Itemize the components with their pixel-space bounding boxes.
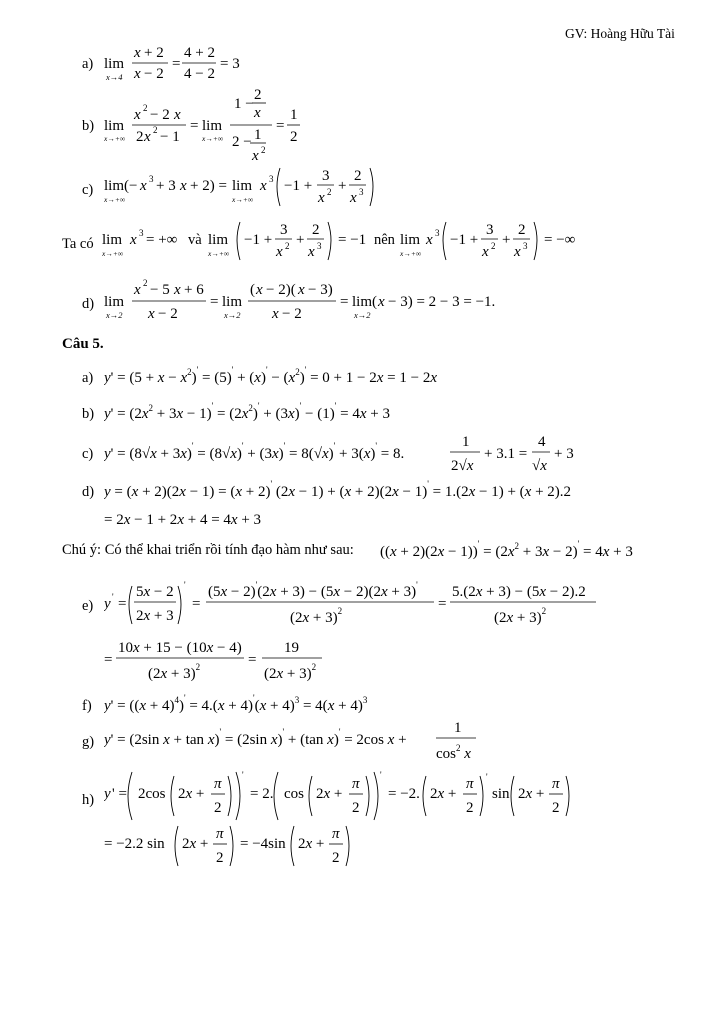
svg-text:−1 +: −1 + [284, 178, 313, 194]
svg-text:−1 +: −1 + [244, 232, 273, 248]
svg-text:y' = ((x + 4)4)' = 4.(x + 4)'(: $y' = ((x + 4)^4)' = 4.(x + 4)'(x + 4)^3 = 4(x + 4)^3$ [104, 693, 368, 714]
cau5-g-expr [104, 718, 504, 766]
svg-text:2√x: 2√x [451, 458, 474, 474]
note-text: Chú ý: Có thể khai triển rồi tính đạo hàm như sau: [62, 542, 354, 558]
svg-text:x: x [298, 282, 305, 298]
svg-text:x→2: x→2 [224, 310, 241, 320]
svg-text:=: = [248, 652, 257, 668]
svg-text:3: 3 [435, 228, 440, 238]
svg-text:x: x [350, 190, 357, 206]
svg-text:+: + [338, 178, 347, 194]
cau5-f-expr [104, 688, 434, 718]
svg-text:− 3) = 2 − 3 = −1.: − 3) = 2 − 3 = −1. [388, 294, 496, 310]
svg-text:1: 1 [254, 127, 262, 143]
svg-text:2: 2 [552, 800, 560, 816]
svg-text:x: x [482, 244, 489, 260]
svg-text:và: và [188, 232, 202, 248]
svg-text:+ 6: + 6 [184, 282, 204, 298]
svg-text:+ 2) =: + 2) = [190, 178, 227, 194]
svg-text:x→+∞: x→+∞ [232, 195, 254, 204]
svg-text:x→+∞: x→+∞ [102, 249, 124, 258]
svg-text:2: 2 [285, 241, 290, 251]
svg-text:x: x [260, 178, 267, 194]
limit-a-expr [104, 40, 254, 84]
svg-text:x: x [180, 178, 187, 194]
svg-text:cos2 x: $\cos^2 x$ [436, 743, 471, 762]
svg-text:=: = [172, 56, 181, 72]
svg-text:3: 3 [149, 174, 154, 184]
svg-text:3: 3 [523, 241, 528, 251]
svg-text:x: x [148, 306, 155, 322]
svg-text:2 −: 2 − [232, 134, 252, 150]
cau5-a-label: a) [82, 370, 94, 386]
svg-text:1: 1 [454, 720, 462, 736]
svg-text:(2x + 3)2: $(2x + 3)^2$ [494, 606, 547, 626]
svg-text:3: 3 [269, 174, 274, 184]
svg-text:2: 2 [254, 87, 262, 103]
svg-text:lim: lim [104, 294, 125, 310]
svg-text:2x +: 2x + [178, 786, 205, 802]
svg-text:lim: lim [232, 178, 253, 194]
svg-text:2: 2 [491, 241, 496, 251]
svg-text:−1 +: −1 + [450, 232, 479, 248]
note-expr [380, 536, 670, 566]
svg-text:2: 2 [327, 187, 332, 197]
svg-text:π: π [214, 776, 222, 792]
svg-text:=: = [190, 118, 199, 134]
svg-text:(: ( [250, 282, 255, 298]
svg-text:2: 2 [518, 222, 526, 238]
svg-text:y' = (2sin x + tan x)' = (2sin: y' = (2sin x + tan x)' = (2sin x)' + (tan x)' = 2cos x + [104, 727, 407, 748]
taco-text: Ta có [62, 236, 94, 252]
svg-text:2: 2 [352, 800, 360, 816]
svg-text:x→4: x→4 [106, 72, 123, 82]
svg-text:' =: ' = [112, 786, 127, 802]
svg-text:sin: sin [492, 786, 510, 802]
svg-text:x: x [140, 178, 147, 194]
svg-text:x→2: x→2 [106, 310, 123, 320]
taco-expr [102, 218, 582, 266]
svg-text:x: x [514, 244, 521, 260]
svg-text:y' = (2x2 + 3x − 1)' = (2x2)': $y' = (2x^2 + 3x - 1)' = (2x^2)' + (3x)' - (1)' = 4x + 3$ [104, 401, 390, 422]
svg-text:π: π [552, 776, 560, 792]
svg-text:y = (x + 2)(2x − 1) = (x + 2)': y = (x + 2)(2x − 1) = (x + 2)' (2x − 1) + (x + 2)(2x − 1)' = 1.(2x − 1) + (x + 2).2 [104, 479, 572, 500]
svg-text:3: 3 [139, 228, 144, 238]
svg-text:2x +: 2x + [182, 836, 209, 852]
svg-text:3: 3 [359, 187, 364, 197]
svg-text:x: x [256, 282, 263, 298]
cau5-b-label: b) [82, 406, 95, 422]
svg-text:= −4sin: = −4sin [240, 836, 286, 852]
svg-text:19: 19 [284, 640, 299, 656]
svg-text:x: x [318, 190, 325, 206]
svg-text:x: x [134, 45, 141, 61]
svg-text:lim(−: lim(− [104, 178, 138, 194]
cau5-f-label: f) [82, 698, 92, 714]
svg-text:+ 3: + 3 [554, 446, 574, 462]
svg-text:= 2.: = 2. [250, 786, 274, 802]
svg-text:x→+∞: x→+∞ [400, 249, 422, 258]
svg-text:1: 1 [290, 107, 298, 123]
svg-text:y: y [104, 786, 111, 802]
header-author: GV: Hoàng Hữu Tài [565, 26, 675, 41]
cau5-a-expr [104, 362, 474, 390]
svg-text:− 2)(: − 2)( [266, 282, 296, 298]
svg-text:lim: lim [400, 232, 421, 248]
svg-text:x→+∞: x→+∞ [208, 249, 230, 258]
svg-text:4: 4 [538, 434, 546, 450]
svg-text:lim: lim [104, 118, 125, 134]
cau5-title: Câu 5. [62, 336, 104, 352]
svg-text:3: 3 [317, 241, 322, 251]
svg-text:x: x [276, 244, 283, 260]
svg-text:': ' [184, 580, 186, 590]
svg-text:x→+∞: x→+∞ [104, 195, 126, 204]
limit-a-label: a) [82, 56, 94, 72]
svg-text:(2x + 3)2: $(2x + 3)^2$ [290, 606, 343, 626]
svg-text:− 1: − 1 [160, 129, 180, 145]
svg-text:x: x [134, 66, 141, 82]
cau5-e-line1 [104, 578, 604, 630]
svg-text:+ 3: + 3 [156, 178, 176, 194]
svg-text:2x + 3: 2x + 3 [136, 608, 174, 624]
svg-text:2x +: 2x + [316, 786, 343, 802]
svg-text:2x +: 2x + [298, 836, 325, 852]
svg-text:− 5: − 5 [150, 282, 170, 298]
svg-text:=: = [118, 596, 127, 612]
svg-text:x: x [252, 148, 259, 164]
limit-b-label: b) [82, 118, 95, 134]
svg-text:x: x [134, 282, 141, 298]
svg-text:2: 2 [354, 168, 362, 184]
svg-text:− 3): − 3) [308, 282, 333, 298]
svg-text:x: x [144, 129, 151, 145]
svg-text:=: = [192, 596, 201, 612]
svg-text:': ' [242, 770, 244, 780]
svg-text:2: 2 [143, 103, 148, 113]
svg-text:x: x [378, 294, 385, 310]
svg-text:2: 2 [290, 129, 298, 145]
svg-text:=: = [340, 294, 349, 310]
svg-text:2: 2 [261, 145, 266, 155]
svg-text:= +∞: = +∞ [146, 232, 178, 248]
svg-text:π: π [466, 776, 474, 792]
svg-text:2x +: 2x + [430, 786, 457, 802]
svg-text:= −1: = −1 [338, 232, 367, 248]
svg-text:(2x + 3)2: $(2x + 3)^2$ [264, 662, 317, 682]
svg-text:x: x [272, 306, 279, 322]
svg-text:=: = [438, 596, 447, 612]
svg-text:lim: lim [208, 232, 229, 248]
svg-text:x: x [130, 232, 137, 248]
limit-c-label: c) [82, 182, 94, 198]
svg-text:+ 2: + 2 [144, 45, 164, 61]
cau5-d-line2 [104, 506, 304, 532]
limit-d-expr [104, 276, 504, 326]
svg-text:x→+∞: x→+∞ [202, 134, 224, 143]
cau5-h-label: h) [82, 792, 95, 808]
svg-text:y: y [104, 596, 111, 612]
limit-c-expr [104, 164, 384, 212]
svg-text:= −∞: = −∞ [544, 232, 576, 248]
svg-text:x: x [426, 232, 433, 248]
svg-text:2: 2 [136, 129, 144, 145]
svg-text:((x + 2)(2x − 1))' = (2x2 + 3x: $((x + 2)(2x - 1))' = (2x^2 + 3x - 2)' = 4x + 3$ [380, 539, 633, 560]
svg-text:x: x [134, 107, 141, 123]
svg-text:x→+∞: x→+∞ [104, 134, 126, 143]
svg-text:x: x [174, 107, 181, 123]
svg-text:π: π [216, 826, 224, 842]
svg-text:2: 2 [466, 800, 474, 816]
cau5-b-expr [104, 398, 434, 426]
svg-text:− 2: − 2 [144, 66, 164, 82]
svg-text:= −2.: = −2. [388, 786, 420, 802]
svg-text:3: 3 [486, 222, 494, 238]
cau5-e-label: e) [82, 598, 94, 614]
svg-text:10x + 15 − (10x − 4): 10x + 15 − (10x − 4) [118, 640, 242, 656]
svg-text:= −2.2 sin: = −2.2 sin [104, 836, 165, 852]
svg-text:π: π [352, 776, 360, 792]
svg-text:3: 3 [322, 168, 330, 184]
svg-text:2: 2 [332, 850, 340, 866]
svg-text:x: x [174, 282, 181, 298]
svg-text:': ' [486, 772, 488, 782]
svg-text:lim: lim [202, 118, 223, 134]
svg-text:': ' [380, 770, 382, 780]
svg-text:2: 2 [143, 278, 148, 288]
cau5-c-label: c) [82, 446, 94, 462]
svg-text:=: = [276, 118, 285, 134]
svg-text:1 −: 1 − [234, 96, 254, 112]
svg-text:lim: lim [222, 294, 243, 310]
svg-text:lim: lim [102, 232, 123, 248]
svg-text:− 2: − 2 [158, 306, 178, 322]
svg-text:nên: nên [374, 232, 395, 248]
svg-text:− 2: − 2 [282, 306, 302, 322]
svg-text:y' = (8√x + 3x)' = (8√x)' + (3: y' = (8√x + 3x)' = (8√x)' + (3x)' = 8(√x)' + 3(x)' = 8. [104, 441, 405, 462]
limit-b-expr [104, 84, 304, 166]
svg-text:+: + [296, 232, 305, 248]
svg-text:2: 2 [214, 800, 222, 816]
svg-text:x: x [308, 244, 315, 260]
svg-text:= 3: = 3 [220, 56, 240, 72]
svg-text:5.(2x + 3) − (5x − 2).2: 5.(2x + 3) − (5x − 2).2 [452, 584, 586, 600]
svg-text:5x − 2: 5x − 2 [136, 584, 174, 600]
svg-text:π: π [332, 826, 340, 842]
cau5-d-line1 [104, 476, 584, 504]
svg-text:y' = (5 + x − x2)' = (5)' + (x: $y' = (5 + x - x^2)' = (5)' + (x)' - (x^2)' = 0 + 1 - 2x = 1 - 2x$ [104, 365, 437, 386]
svg-text:cos: cos [284, 786, 304, 802]
cau5-e-line2 [104, 634, 344, 686]
svg-text:− 2: − 2 [150, 107, 170, 123]
svg-text:1: 1 [462, 434, 470, 450]
cau5-g-label: g) [82, 734, 95, 750]
svg-text:2: 2 [312, 222, 320, 238]
svg-text:': ' [112, 592, 114, 602]
limit-d-label: d) [82, 296, 95, 312]
svg-text:= 2x − 1 + 2x + 4 = 4x + 3: = 2x − 1 + 2x + 4 = 4x + 3 [104, 512, 262, 528]
svg-text:+ 3.1 =: + 3.1 = [484, 446, 528, 462]
svg-text:3: 3 [280, 222, 288, 238]
svg-text:+: + [502, 232, 511, 248]
svg-text:=: = [104, 652, 113, 668]
svg-text:4 + 2: 4 + 2 [184, 45, 215, 61]
cau5-h-line2 [104, 820, 364, 872]
svg-text:lim(: lim( [352, 294, 377, 310]
svg-text:√x: √x [532, 458, 547, 474]
svg-text:2cos: 2cos [138, 786, 166, 802]
cau5-d-label: d) [82, 484, 95, 500]
svg-text:(5x − 2)'(2x + 3) − (5x − 2)(2: (5x − 2)'(2x + 3) − (5x − 2)(2x + 3)' [208, 580, 418, 600]
svg-text:2x +: 2x + [518, 786, 545, 802]
svg-text:x: x [254, 105, 261, 121]
svg-text:2: 2 [216, 850, 224, 866]
cau5-h-line1 [104, 768, 574, 824]
svg-text:4 − 2: 4 − 2 [184, 66, 215, 82]
svg-text:lim: lim [104, 56, 125, 72]
svg-text:(2x + 3)2: $(2x + 3)^2$ [148, 662, 201, 682]
svg-text:x→2: x→2 [354, 310, 371, 320]
svg-text:=: = [210, 294, 219, 310]
cau5-c-expr [104, 430, 584, 478]
svg-text:2: 2 [153, 125, 158, 135]
